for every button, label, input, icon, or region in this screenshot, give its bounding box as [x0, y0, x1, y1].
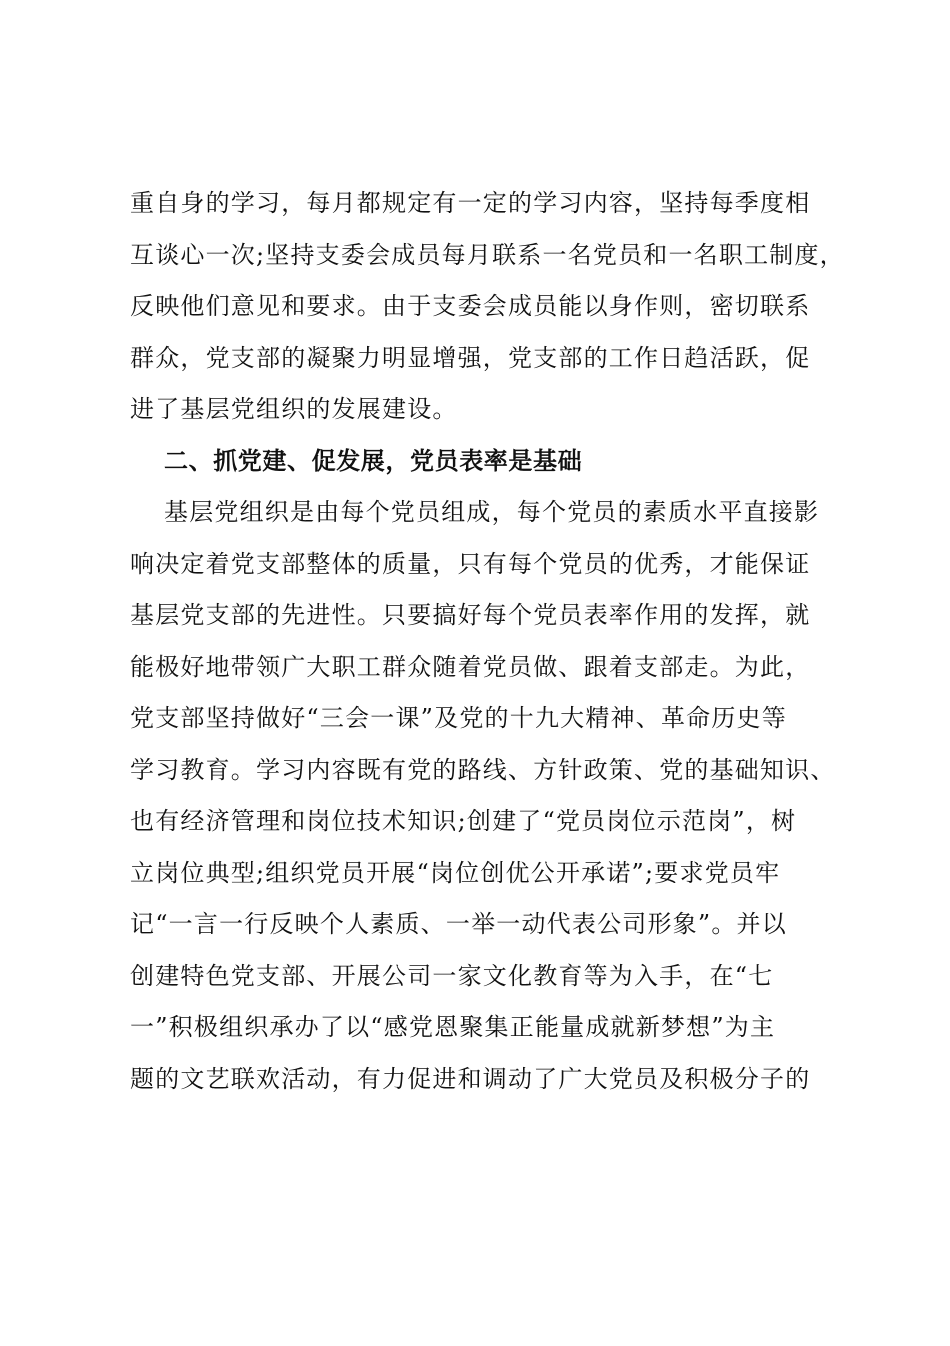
paragraph-section-two: [130, 487, 850, 1105]
paragraph-line: 响决定着党支部整体的质量，只有每个党员的优秀，才能保证: [130, 549, 811, 578]
paragraph-line: 群众，党支部的凝聚力明显增强，党支部的工作日趋活跃，促: [130, 343, 811, 372]
paragraph-line: 能极好地带领广大职工群众随着党员做、跟着支部走。为此，: [130, 652, 811, 681]
paragraph-line: 基层党支部的先进性。只要搞好每个党员表率作用的发挥，就: [130, 601, 811, 629]
paragraph-line: 基层党组织是由每个党员组成，每个党员的素质水平直接影: [164, 498, 820, 526]
paragraph-line: 重自身的学习，每月都规定有一定的学习内容，坚持每季度相: [130, 189, 811, 217]
paragraph-line: 也有经济管理和岗位技术知识;创建了“党员岗位示范岗”，树: [130, 807, 797, 835]
paragraph-line: 一”积极组织承办了以“感党恩聚集正能量成就新梦想”为主: [130, 1013, 776, 1041]
paragraph-line: 创建特色党支部、开展公司一家文化教育等为入手，在“七: [130, 961, 774, 990]
paragraph-line: 进了基层党组织的发展建设。: [130, 395, 458, 423]
document-body: [130, 178, 850, 1105]
paragraph-line: 题的文艺联欢活动，有力促进和调动了广大党员及积极分子的: [130, 1064, 811, 1093]
paragraph-line: 党支部坚持做好“三会一课”及党的十九大精神、革命历史等: [130, 704, 787, 732]
paragraph-line: 记“一言一行反映个人素质、一举一动代表公司形象”。并以: [130, 910, 787, 938]
section-heading: 二、抓党建、促发展，党员表率是基础: [164, 446, 583, 475]
paragraph-continuation: [130, 178, 850, 436]
paragraph-line: 学习教育。学习内容既有党的路线、方针政策、党的基础知识、: [130, 755, 836, 784]
paragraph-line: 立岗位典型;组织党员开展“岗位创优公开承诺”;要求党员牢: [130, 858, 781, 887]
paragraph-line: 互谈心一次;坚持支委会成员每月联系一名党员和一名职工制度，: [130, 240, 845, 269]
paragraph-line: 反映他们意见和要求。由于支委会成员能以身作则，密切联系: [130, 292, 811, 320]
